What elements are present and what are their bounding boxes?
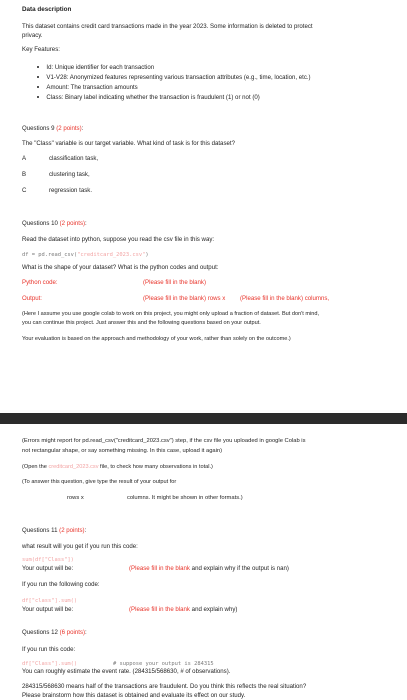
q10-code: df = pd.read_csv("creditcard_2023.csv") (22, 252, 149, 258)
q9-points: (2 points) (56, 125, 82, 132)
output-label: Output: (22, 295, 42, 302)
q11-output-label-2: Your output will be: (22, 606, 74, 613)
q11-blank-2: (Please fill in the blank and explain why) (129, 606, 238, 613)
key-features-label: Key Features: (22, 46, 60, 53)
q9-option-letter: C (22, 187, 27, 194)
data-description-heading: Data description (22, 6, 72, 13)
q12-points: (6 points) (59, 629, 86, 636)
q9-option-text: regression task. (49, 187, 93, 194)
bullet-icon (37, 96, 39, 98)
q9-option-letter: A (22, 155, 27, 162)
q10-note-line-1: (Here I assume you use google colab to work on this project, you might only upload a fraction of dataset. But don't mind, (22, 311, 320, 317)
feature-item: Id: Unique identifier for each transaction (37, 64, 154, 72)
page-divider (0, 413, 407, 424)
q9-heading: Questions 9 (2 points): (22, 125, 84, 132)
feature-item: V1-V28: Anonymized features representing various transaction attributes (e.g., time, location, etc.) (37, 74, 311, 82)
q12-heading: Questions 12 (6 points): (22, 629, 87, 636)
output-rows-blank: (Please fill in the blank) rows x (143, 295, 226, 302)
q10-shape-question: What is the shape of your dataset? What is the python codes and output: (22, 264, 219, 271)
open-file-line: (Open the creditcard_2023.csv file, to check how many observations in total.) (22, 464, 213, 470)
q11-points: (2 points) (59, 527, 85, 534)
q10-evaluation: Your evaluation is based on the approach and methodology of your work, rather than solely on the outcome.) (22, 336, 291, 342)
q12-estimate: You can roughly estimate the event rate. (284315/568630, # of observations). (22, 668, 231, 675)
q11-if-run: If you run the following code: (22, 581, 100, 588)
q11-code-2: df["class"].sum() (22, 598, 78, 604)
bullet-icon (37, 66, 39, 68)
intro-line-2: privacy. (22, 32, 43, 39)
q10-instruction: Read the dataset into python, suppose you read the csv file in this way: (22, 236, 215, 243)
q9-option-letter: B (22, 171, 27, 178)
q11-question: what result will you get if you run this code: (22, 543, 138, 550)
answer-line: (To answer this question, give type the result of your output for (22, 479, 177, 485)
q10-heading: Questions 10 (2 points): (22, 220, 87, 227)
q9-option-text: clustering task, (49, 171, 90, 178)
q12-code: df["Class"].sum() (22, 661, 78, 667)
q9-option-text: classification task, (49, 155, 99, 162)
feature-item: Class: Binary label indicating whether the transaction is fraudulent (1) or not (0) (37, 94, 260, 102)
bullet-icon (37, 86, 39, 88)
q11-code-1: sum(df["Class"]) (22, 557, 74, 563)
output-columns-blank: (Please fill in the blank) columns, (240, 295, 330, 302)
q10-note-line-2: you can continue this project. Just answer this and the following questions based on your output. (22, 320, 261, 326)
rows-label: rows x (67, 495, 84, 501)
csv-filename: creditcard_2023.csv (48, 464, 99, 470)
q12-reflect-line-1: 284315/568630 means half of the transactions are fraudulent. Do you think this reflects the real situation? (22, 683, 307, 690)
q12-reflect-line-2: Please brainstorm how this dataset is obtained and evaluate its effect on our study. (22, 692, 246, 699)
bullet-icon (37, 76, 39, 78)
q11-heading: Questions 11 (2 points): (22, 527, 87, 534)
intro-line-1: This dataset contains credit card transactions made in the year 2023. Some information is deleted to protect (22, 23, 313, 30)
feature-item: Amount: The transaction amounts (37, 84, 138, 92)
q11-output-label-1: Your output will be: (22, 565, 74, 572)
q12-question: If you run this code: (22, 646, 76, 653)
errors-line-1: (Errors might report for pd.read_csv("creditcard_2023.csv") step, if the csv file you uploaded in google Colab is (22, 438, 306, 444)
q12-code-comment: # suppose your output is 284315 (113, 661, 214, 667)
python-code-label: Python code: (22, 279, 58, 286)
errors-line-2: not rectangular shape, or say something missing. In this case, upload it again) (22, 448, 223, 454)
q10-points: (2 points) (59, 220, 86, 227)
q9-question: The "Class" variable is our target variable. What kind of task is for this dataset? (22, 140, 235, 147)
q11-blank-1: (Please fill in the blank and explain why if the output is nan) (129, 565, 289, 572)
columns-label: columns. It might be shown in other formats.) (127, 495, 243, 501)
python-code-blank: (Please fill in the blank) (143, 279, 206, 286)
